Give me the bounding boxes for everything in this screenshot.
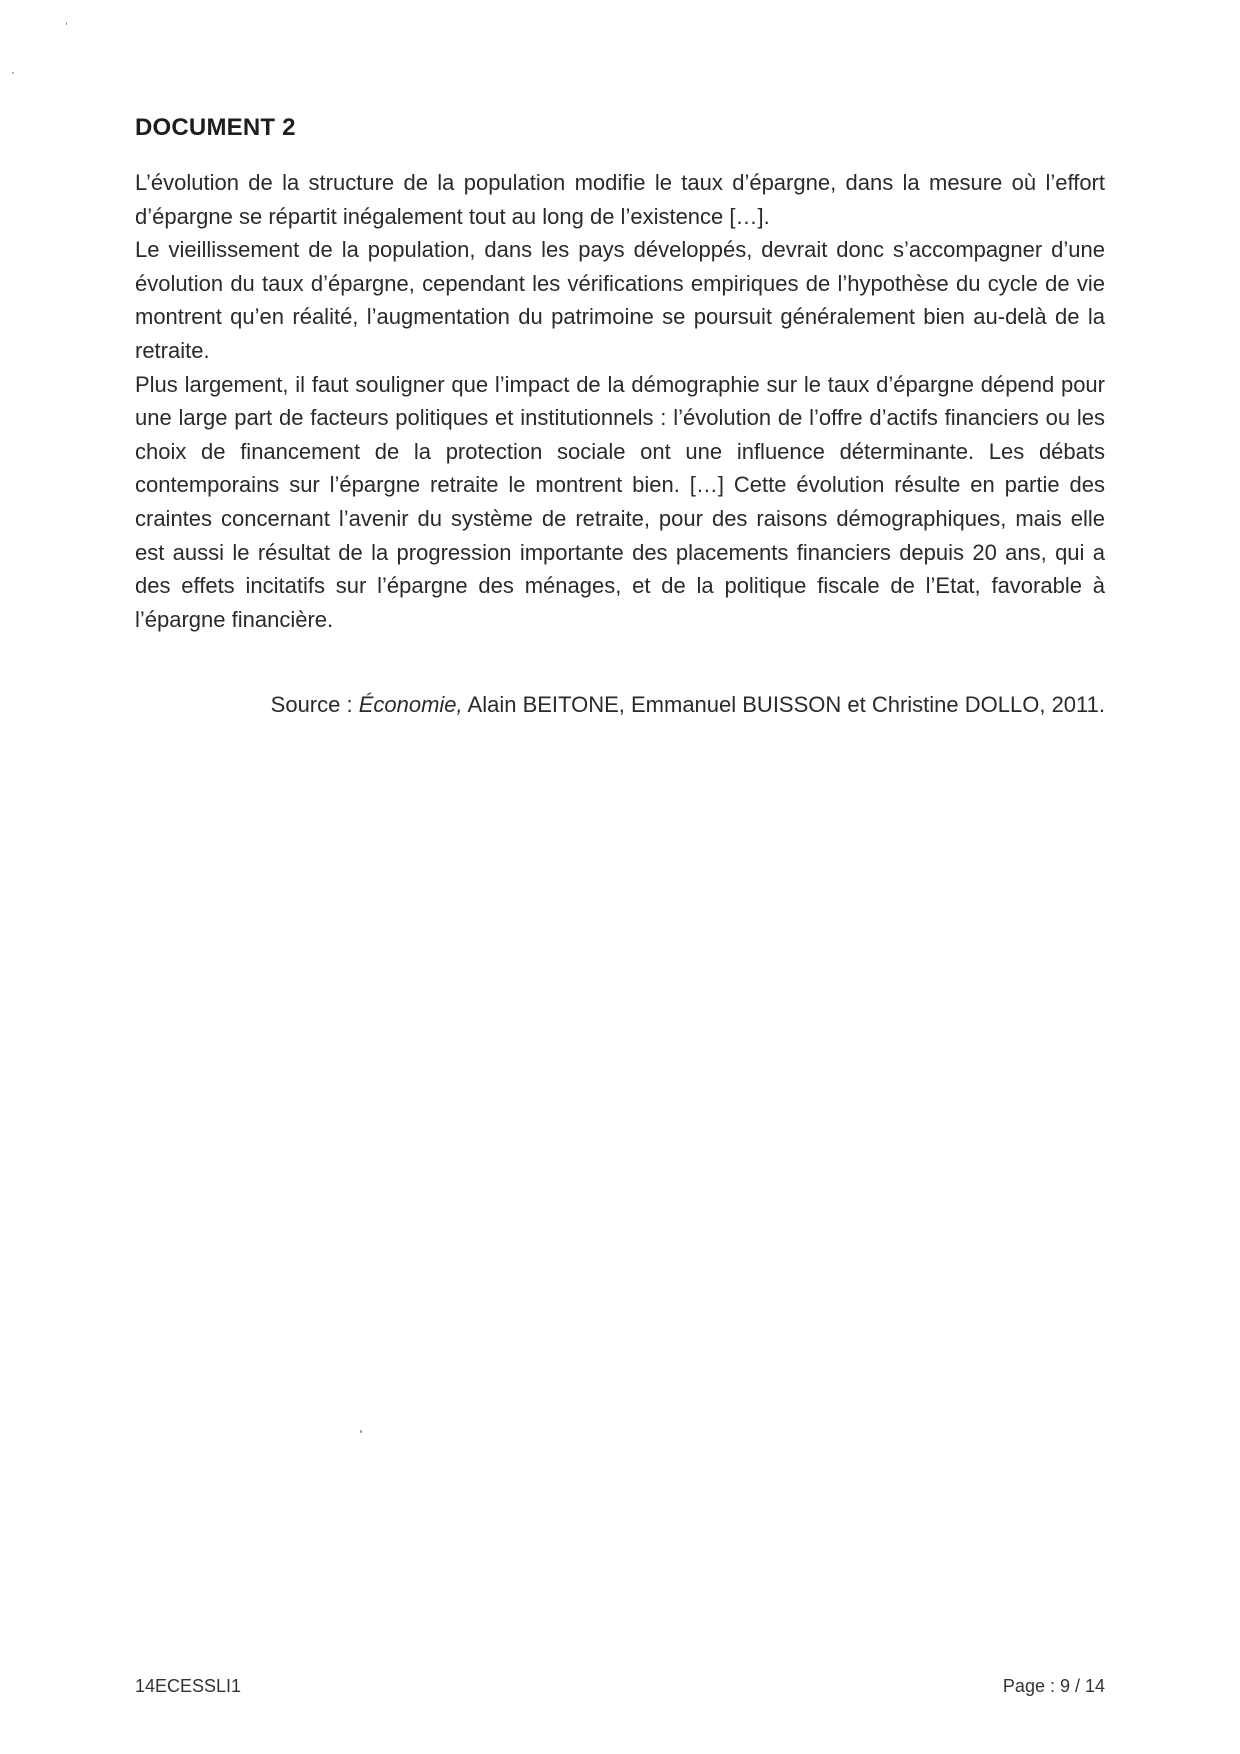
- document-title: DOCUMENT 2: [135, 114, 296, 141]
- paragraph-1: L’évolution de la structure de la population modifie le taux d’épargne, dans la mesure où l’effort d’épargne se répartit inégalement tout au long de l’existence […].: [135, 170, 1105, 229]
- paragraph-3: Plus largement, il faut souligner que l’impact de la démographie sur le taux d’épargne dépend pour une large part de facteurs politiques et institutionnels : l’évolution de l’offre d’actifs financiers ou les choix de financement de la protection sociale ont une influence déterminante. Les débats contemporains sur l’épargne retraite le montrent bien. […] Cette évolution résulte en partie des craintes concernant l’avenir du système de retraite, pour des raisons démographiques, mais elle est aussi le résultat de la progression importante des placements financiers depuis 20 ans, qui a des effets incitatifs sur l’épargne des ménages, et de la politique fiscale de l’Etat, favorable à l’épargne financière.: [135, 371, 1105, 632]
- source-prefix: Source :: [270, 692, 359, 717]
- document-body: [135, 166, 1105, 636]
- source-citation: [135, 688, 1105, 721]
- source-authors: Alain BEITONE, Emmanuel BUISSON et Christine DOLLO, 2011.: [462, 692, 1105, 717]
- footer-page-number: Page : 9 / 14: [1002, 1676, 1105, 1696]
- scan-speck: [66, 22, 67, 25]
- source-work-title: Économie,: [358, 692, 463, 717]
- scan-speck: [12, 72, 14, 74]
- scan-speck: [360, 1430, 362, 1433]
- paragraph-2: Le vieillissement de la population, dans les pays développés, devrait donc s’accompagner d’une évolution du taux d’épargne, cependant les vérifications empiriques de l’hypothèse du cycle de vie montrent qu’en réalité, l’augmentation du patrimoine se poursuit généralement bien au-delà de la retraite.: [135, 237, 1105, 363]
- footer-document-code: 14ECESSLI1: [135, 1676, 242, 1696]
